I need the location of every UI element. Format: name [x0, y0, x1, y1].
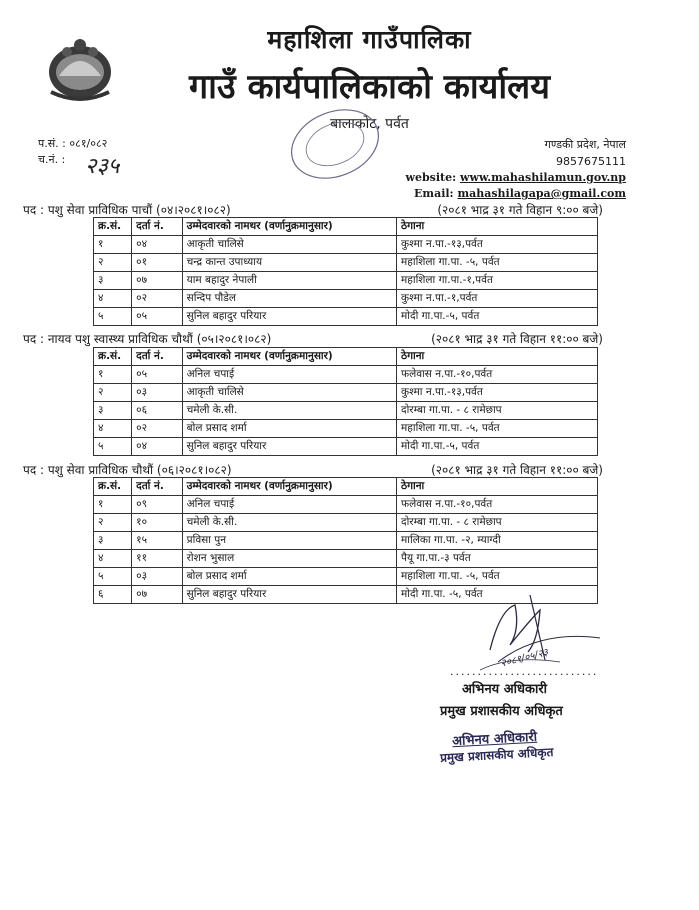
- cell: ५: [94, 308, 132, 326]
- cell: चमेली के.सी.: [182, 514, 396, 532]
- signature-line: ...........................: [450, 665, 599, 678]
- section-1-heading: [23, 201, 603, 218]
- cell: ०५: [132, 366, 183, 384]
- website-label: website:: [405, 171, 457, 184]
- cell: ०४: [132, 438, 183, 456]
- email-row: [414, 187, 626, 200]
- table-row: [94, 420, 598, 438]
- cell: कुश्मा न.पा.-१३,पर्वत: [397, 384, 598, 402]
- cell: ५: [94, 438, 132, 456]
- cell: ०७: [132, 272, 183, 290]
- handwritten-signature: [470, 590, 620, 675]
- post-title: पद : नायव पशु स्वास्थ्य प्राविधिक चौथौं (०५।२०८१।०८२): [23, 332, 272, 346]
- reference-number: प.सं. : ०८१/०८२: [38, 137, 108, 150]
- cell: मोदी गा.पा.-५, पर्वत: [397, 308, 598, 326]
- cell: अनिल चपाई: [182, 496, 396, 514]
- cell: मोदी गा.पा. -५, पर्वत: [397, 586, 598, 604]
- cell: फलेवास न.पा.-१०,पर्वत: [397, 496, 598, 514]
- designation-stamp: प्रमुख प्रशासकीय अधिकृत: [439, 745, 554, 765]
- col-name: उम्मेदवारको नामथर (वर्णानुक्रमानुसार): [182, 348, 396, 366]
- cell: ०२: [132, 290, 183, 308]
- table-header-row: [94, 478, 598, 496]
- dispatch-number-handwritten: २३५: [85, 154, 120, 179]
- cell: ११: [132, 550, 183, 568]
- cell: १०: [132, 514, 183, 532]
- cell: १: [94, 496, 132, 514]
- candidate-table-1: [93, 217, 598, 326]
- section-3-heading: [23, 461, 603, 478]
- cell: महाशिला गा.पा. -५, पर्वत: [397, 254, 598, 272]
- cell: महाशिला गा.पा.-१,पर्वत: [397, 272, 598, 290]
- cell: बोल प्रसाद शर्मा: [182, 420, 396, 438]
- cell: २: [94, 254, 132, 272]
- table-row: [94, 272, 598, 290]
- signatory-name: अभिनय अधिकारी: [462, 682, 548, 697]
- col-name: उम्मेदवारको नामथर (वर्णानुक्रमानुसार): [182, 478, 396, 496]
- cell: ०३: [132, 568, 183, 586]
- table-row: [94, 438, 598, 456]
- cell: ३: [94, 532, 132, 550]
- office-name: गाउँ कार्यपालिकाको कार्यालय: [189, 67, 550, 107]
- col-reg: दर्ता नं.: [132, 218, 183, 236]
- cell: बोल प्रसाद शर्मा: [182, 568, 396, 586]
- table-row: [94, 384, 598, 402]
- cell: १५: [132, 532, 183, 550]
- phone-number: 9857675111: [556, 155, 626, 168]
- cell: सन्दिप पौडेल: [182, 290, 396, 308]
- cell: १: [94, 236, 132, 254]
- col-sn: क्र.सं.: [94, 218, 132, 236]
- col-name: उम्मेदवारको नामथर (वर्णानुक्रमानुसार): [182, 218, 396, 236]
- cell: २: [94, 384, 132, 402]
- table-row: [94, 568, 598, 586]
- candidate-table-2: [93, 347, 598, 456]
- cell: ०५: [132, 308, 183, 326]
- cell: चमेली के.सी.: [182, 402, 396, 420]
- exam-time: (२०८१ भाद्र ३१ गते विहान ११:०० बजे): [431, 332, 603, 346]
- table-row: [94, 236, 598, 254]
- section-2-heading: [23, 330, 603, 347]
- table-row: [94, 290, 598, 308]
- table-row: [94, 496, 598, 514]
- cell: सुनिल बहादुर परियार: [182, 308, 396, 326]
- table-row: [94, 254, 598, 272]
- name-stamp: अभिनय अधिकारी: [451, 729, 538, 750]
- email-label: Email:: [414, 187, 454, 200]
- cell: ०७: [132, 586, 183, 604]
- cell: ०१: [132, 254, 183, 272]
- cell: ४: [94, 420, 132, 438]
- signature-date: २०८१/०५/२३: [499, 647, 550, 670]
- cell: सुनिल बहादुर परियार: [182, 438, 396, 456]
- cell: याम बहादुर नेपाली: [182, 272, 396, 290]
- col-address: ठेगाना: [397, 478, 598, 496]
- cell: ३: [94, 272, 132, 290]
- office-address: बालाकोट, पर्वत: [330, 116, 409, 132]
- cell: ३: [94, 402, 132, 420]
- table-row: [94, 402, 598, 420]
- col-reg: दर्ता नं.: [132, 478, 183, 496]
- cell: ५: [94, 568, 132, 586]
- cell: ६: [94, 586, 132, 604]
- province: गण्डकी प्रदेश, नेपाल: [544, 138, 626, 151]
- post-title: पद : पशु सेवा प्राविधिक पाचौं (०४।२०८१।०८२): [23, 203, 231, 217]
- municipality-name: महाशिला गाउँपालिका: [267, 25, 472, 54]
- table-row: [94, 366, 598, 384]
- cell: ०३: [132, 384, 183, 402]
- cell: कुश्मा न.पा.-१३,पर्वत: [397, 236, 598, 254]
- cell: ०४: [132, 236, 183, 254]
- col-sn: क्र.सं.: [94, 348, 132, 366]
- email-link[interactable]: mahashilagapa@gmail.com: [457, 187, 626, 200]
- post-title: पद : पशु सेवा प्राविधिक चौथौं (०६।२०८१।०८२): [23, 463, 232, 477]
- cell: ०६: [132, 402, 183, 420]
- cell: फलेवास न.पा.-१०,पर्वत: [397, 366, 598, 384]
- table-header-row: [94, 348, 598, 366]
- cell: ०२: [132, 420, 183, 438]
- website-row: [405, 171, 626, 184]
- exam-time: (२०८१ भाद्र ३१ गते विहान ९:०० बजे): [437, 203, 603, 217]
- cell: प्रविसा पुन: [182, 532, 396, 550]
- cell: २: [94, 514, 132, 532]
- cell: मालिका गा.पा. -२, म्याग्दी: [397, 532, 598, 550]
- table-row: [94, 550, 598, 568]
- cell: अनिल चपाई: [182, 366, 396, 384]
- cell: रोशन भुसाल: [182, 550, 396, 568]
- office-stamp: [285, 108, 385, 180]
- col-address: ठेगाना: [397, 348, 598, 366]
- cell: दोरम्बा गा.पा. - ८ रामेछाप: [397, 402, 598, 420]
- col-sn: क्र.सं.: [94, 478, 132, 496]
- cell: ०९: [132, 496, 183, 514]
- col-address: ठेगाना: [397, 218, 598, 236]
- col-reg: दर्ता नं.: [132, 348, 183, 366]
- cell: सुनिल बहादुर परियार: [182, 586, 396, 604]
- table-row: [94, 532, 598, 550]
- cell: कुश्मा न.पा.-१,पर्वत: [397, 290, 598, 308]
- cell: मोदी गा.पा.-५, पर्वत: [397, 438, 598, 456]
- cell: आकृती चालिसे: [182, 236, 396, 254]
- table-header-row: [94, 218, 598, 236]
- cell: दोरम्बा गा.पा. - ८ रामेछाप: [397, 514, 598, 532]
- cell: १: [94, 366, 132, 384]
- dispatch-number-label: च.नं. :: [38, 153, 66, 166]
- cell: महाशिला गा.पा. -५, पर्वत: [397, 568, 598, 586]
- table-row: [94, 308, 598, 326]
- exam-time: (२०८१ भाद्र ३१ गते विहान ११:०० बजे): [431, 463, 603, 477]
- cell: पैयू गा.पा.-३ पर्वत: [397, 550, 598, 568]
- cell: महाशिला गा.पा. -५, पर्वत: [397, 420, 598, 438]
- candidate-table-3: [93, 477, 598, 604]
- website-link[interactable]: www.mahashilamun.gov.np: [460, 171, 626, 184]
- cell: चन्द्र कान्त उपाध्याय: [182, 254, 396, 272]
- cell: ४: [94, 290, 132, 308]
- cell: ४: [94, 550, 132, 568]
- cell: आकृती चालिसे: [182, 384, 396, 402]
- signatory-designation: प्रमुख प्रशासकीय अधिकृत: [440, 704, 563, 719]
- table-row: [94, 514, 598, 532]
